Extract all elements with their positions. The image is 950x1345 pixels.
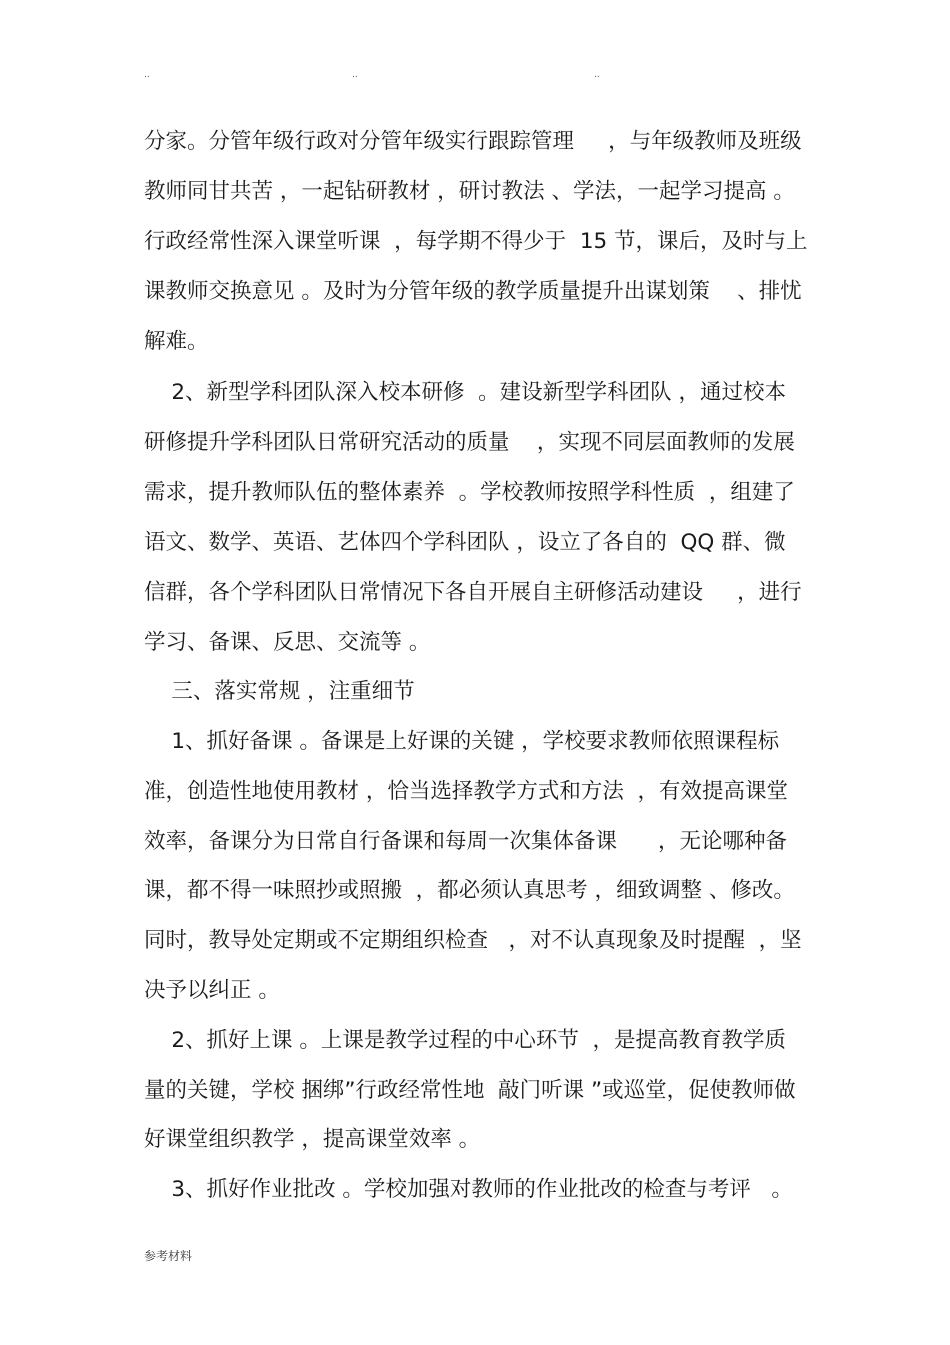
text-line: 分家。分管年级行政对分管年级实行跟踪管理 ，与年级教师及班级 <box>144 129 802 154</box>
text-line: 决予以纠正 。 <box>144 978 280 1003</box>
text-line: 需求，提升教师队伍的整体素养 。学校教师按照学科性质 ，组建了 <box>144 480 795 505</box>
header-mark-1: .. <box>144 70 150 80</box>
text-line: 1、抓好备课 。备课是上好课的关键 ，学校要求教师依照课程标 <box>144 729 780 754</box>
text-line: 课，都不得一味照抄或照搬 ，都必须认真思考 ，细致调整 、修改。 <box>144 878 795 903</box>
text-line: 量的关键，学校 捆绑”行政经常性地 敲门听课 ”或巡堂，促使教师做 <box>144 1078 796 1103</box>
text-line: 3、抓好作业批改 。学校加强对教师的作业批改的检查与考评 。 <box>144 1177 793 1202</box>
text-line: 语文、数学、英语、艺体四个学科团队 ，设立了各自的 QQ 群、微 <box>144 530 786 555</box>
text-line: 解难。 <box>144 329 209 354</box>
text-line: 行政经常性深入课堂听课 ，每学期不得少于 15 节，课后，及时与上 <box>144 229 808 254</box>
text-line: 好课堂组织教学 ，提高课堂效率 。 <box>144 1127 481 1152</box>
text-line: 2、新型学科团队深入校本研修 。建设新型学科团队 ，通过校本 <box>144 380 787 405</box>
text-line: 课教师交换意见 。及时为分管年级的教学质量提升出谋划策 、排忧 <box>144 279 802 304</box>
text-line: 准，创造性地使用教材 ，恰当选择教学方式和方法 ，有效提高课堂 <box>144 779 789 804</box>
header-mark-3: .. <box>594 70 600 80</box>
text-line: 学习、备课、反思、交流等 。 <box>144 630 431 655</box>
footer-label: 参考材料 <box>144 1249 193 1263</box>
text-line: 信群，各个学科团队日常情况下各自开展自主研修活动建设 ，进行 <box>144 580 802 605</box>
text-line: 同时，教导处定期或不定期组织检查 ，对不认真现象及时提醒 ，坚 <box>144 928 802 953</box>
text-line: 三、落实常规 ，注重细节 <box>144 679 415 704</box>
text-line: 教师同甘共苦 ，一起钻研教材 ，研讨教法 、学法，一起学习提高 。 <box>144 179 795 204</box>
header-mark-2: .. <box>352 70 358 80</box>
text-line: 研修提升学科团队日常研究活动的质量 ，实现不同层面教师的发展 <box>144 430 795 455</box>
text-line: 2、抓好上课 。上课是教学过程的中心环节 ，是提高教育教学质 <box>144 1028 787 1053</box>
text-line: 效率，备课分为日常自行备课和每周一次集体备课 ，无论哪种备 <box>144 829 788 854</box>
